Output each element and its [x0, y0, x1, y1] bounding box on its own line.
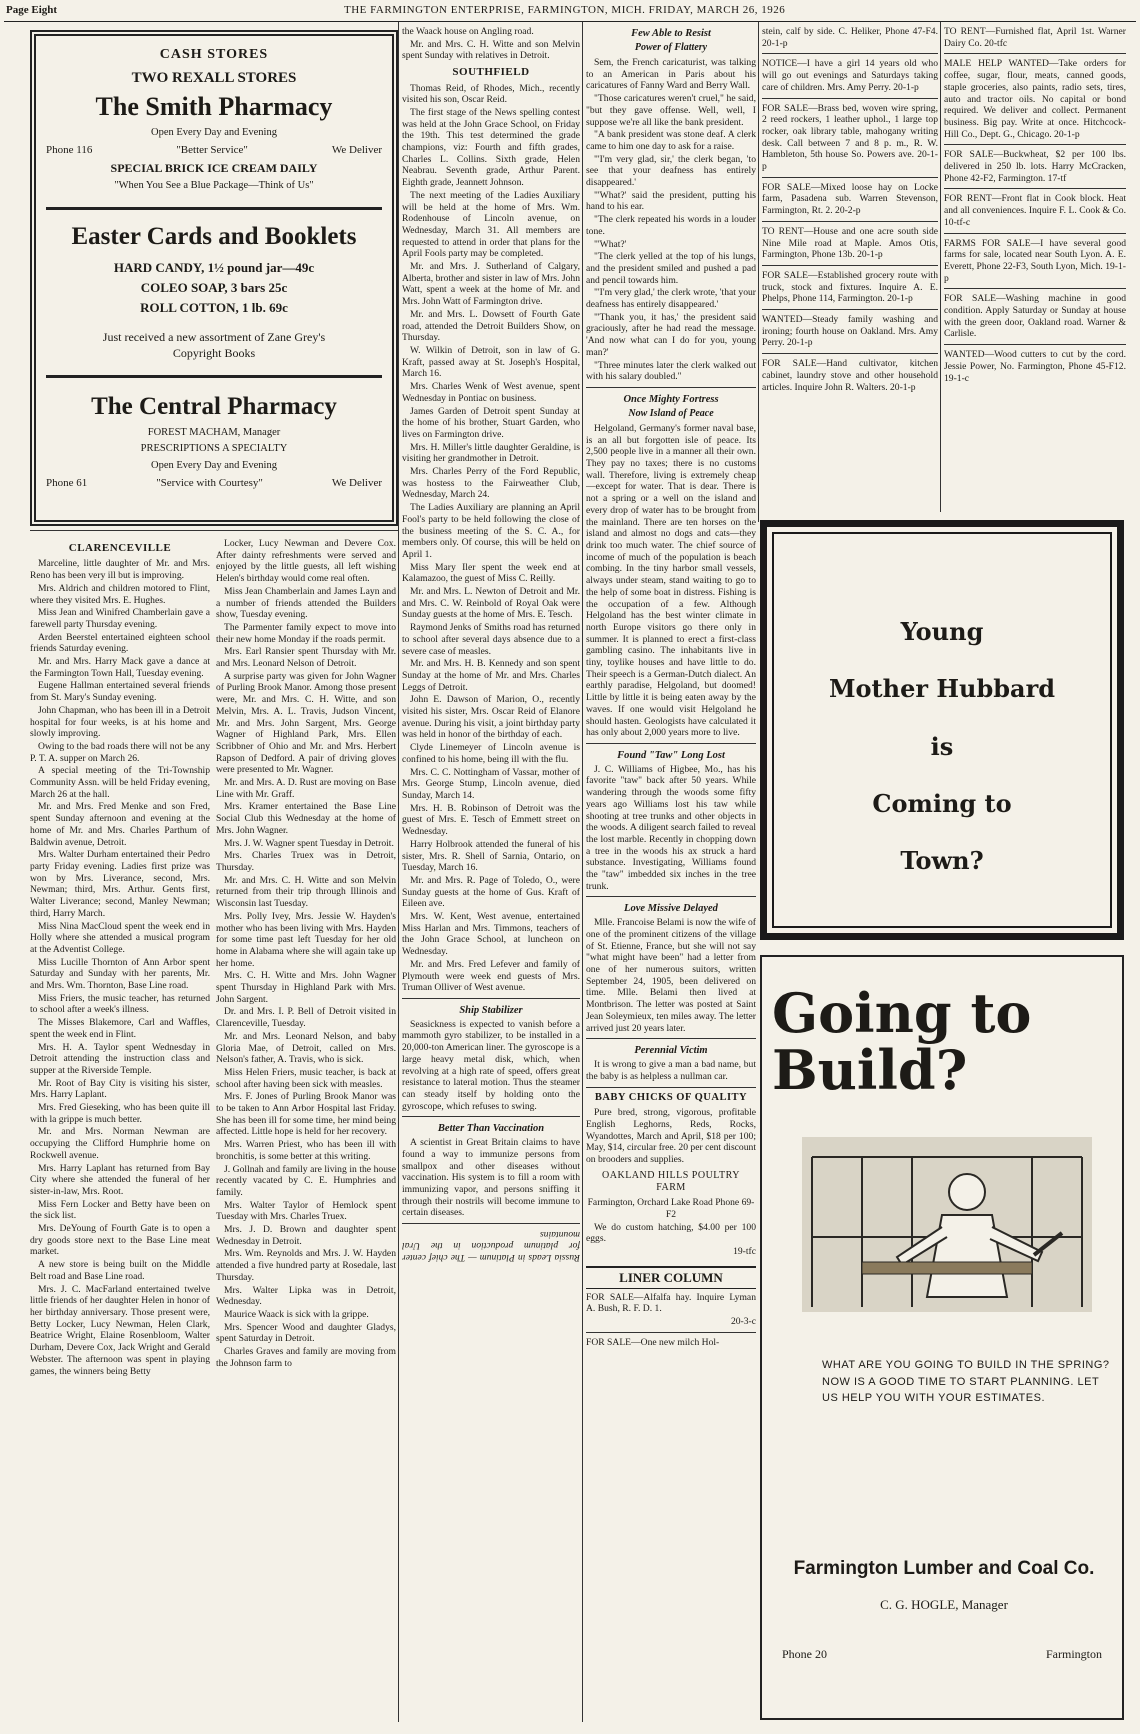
- news-item: FOR SALE—Brass bed, woven wire spring, 2 reed rockers, 1 leather uphol., 1 large top rocker, oak library table, mahogany writing desk. Call between 7 and 8 p. m., R. W. Hambleton, 5th house So. Powers ave. 20-1-p: [762, 102, 938, 173]
- rule: [762, 353, 938, 354]
- taw-heading: Found "Taw" Long Lost: [617, 749, 725, 761]
- rule: [586, 1087, 756, 1088]
- classifieds-column-2: [944, 26, 1126, 516]
- rule: [944, 233, 1126, 234]
- blue-package-slogan: "When You See a Blue Package—Think of Us": [114, 179, 314, 191]
- news-item: FOR RENT—Front flat in Cook block. Heat and all conveniences. Inquire F. L. Cook & Co. 10-tf-c: [944, 193, 1126, 228]
- milch-ad: FOR SALE—One new milch Hol-: [586, 1336, 720, 1348]
- news-item: Mr. and Mrs. R. Page of Toledo, O., were Sunday guests at the home of Gus. Kraft of Eileen ave.: [402, 874, 580, 910]
- rule: [944, 188, 1126, 189]
- news-item: "'Thank you, it has,' the president said graciously, after he had read the message. 'And now what can I do for you, young man?': [586, 311, 756, 358]
- poultry-address: Farmington, Orchard Lake Road Phone 69-F2: [587, 1197, 755, 1220]
- news-item: Miss Friers, the music teacher, has returned to school after a week's illness.: [30, 992, 210, 1016]
- page-number: Page Eight: [6, 4, 58, 16]
- news-item: Miss Mary Iler spent the week end at Kalamazoo, the guest of Miss C. Reilly.: [402, 561, 580, 585]
- news-item: Mrs. Spencer Wood and daughter Gladys, spent Saturday in Detroit.: [216, 1321, 396, 1345]
- news-item: A surprise party was given for John Wagner of Purling Brook Manor. Among those present were, Mr. and Mrs. C. H. Witte, and son Melvin, Mrs. A. L. Travis, Judson Vincent, Mr. and Mrs. John Sargent, Mrs. George Wagner of Highland Park, Mrs. Ellen Scribbner of Ohio and Mr. and Mrs. Herbert Rapson of Dedford. A pair of driving gloves were presented to Mr. Wagner.: [216, 670, 396, 776]
- fortress-subheading: Now Island of Peace: [628, 407, 714, 419]
- news-item: WANTED—Wood cutters to cut by the cord. Jessie Power, No. Farmington, Phone 45-F12. 19-1-c: [944, 349, 1126, 384]
- news-item: Miss Nina MacCloud spent the week end in Holly where she attended a musical program at the Adventist College.: [30, 920, 210, 955]
- news-item: Harry Holbrook attended the funeral of his sister, Mrs. R. Shell of Sarnia, Ontario, on Tuesday, March 16.: [402, 838, 580, 874]
- news-item: FOR SALE—Established grocery route with truck, stock and fixtures. Inquire A. E. Phelps, Phone 114, Farmington. 20-1-p: [762, 269, 938, 305]
- news-item: J. Gollnah and family are living in the house recently vacated by C. E. Humphries and family.: [216, 1163, 396, 1198]
- news-item: Mr. and Mrs. Harry Mack gave a dance at the Farmington Town Hall, Tuesday evening.: [30, 656, 210, 679]
- news-item: Arden Beerstel entertained eighteen school friends Saturday evening.: [30, 631, 210, 655]
- witte-item: Mr. and Mrs. C. H. Witte and son Melvin spent Sunday with relatives in Detroit.: [402, 38, 580, 62]
- perennial-heading: Perennial Victim: [634, 1045, 708, 1057]
- news-item: Mrs. Warren Priest, who has been ill with bronchitis, is some better at this writing.: [216, 1139, 396, 1162]
- ice-cream-special: SPECIAL BRICK ICE CREAM DAILY: [110, 161, 318, 176]
- build-line-1: Going to: [772, 981, 1032, 1045]
- mh-line-3: is: [930, 731, 954, 761]
- news-item: The Parmenter family expect to move into their new home Monday if the roads permit.: [216, 621, 396, 645]
- soap-price: COLEO SOAP, 3 bars 25c: [140, 280, 288, 296]
- rexall-stores: TWO REXALL STORES: [131, 70, 297, 87]
- news-item: Miss Helen Friers, music teacher, is back at school after having been sick with measles.: [216, 1066, 396, 1090]
- custom-hatching: We do custom hatching, $4.00 per 100 eggs.: [586, 1221, 756, 1245]
- news-item: WANTED—Steady family washing and ironing; fourth house on Oakland. Mrs. Amy Perry. 20-1-p: [762, 314, 938, 349]
- vaccination-story: A scientist in Great Britain claims to have found a way to immunize persons from smallpox and other diseases without vaccination. His system is to fill a room with immunizing vapor, and persons sniffing it through their nostrils will become immune to certain diseases.: [402, 1137, 580, 1219]
- news-item: Mrs. J. W. Wagner spent Tuesday in Detroit.: [224, 837, 394, 849]
- lumber-ad: [760, 955, 1124, 1720]
- news-item: Mrs. Kramer entertained the Base Line Social Club this Wednesday at the home of Mrs. John Wagner.: [216, 801, 396, 836]
- news-item: Mr. and Mrs. L. Dowsett of Fourth Gate road, attended the Detroit Builders Show, on Thursday.: [402, 308, 580, 344]
- news-item: "'What?' said the president, putting his hand to his ear.: [586, 189, 756, 213]
- copyright-books: Copyright Books: [172, 346, 256, 361]
- rule: [944, 53, 1126, 54]
- candy-price: HARD CANDY, 1½ pound jar—49c: [113, 260, 315, 276]
- smith-deliver: We Deliver: [331, 143, 382, 156]
- rule: [944, 288, 1126, 289]
- news-item: NOTICE—I have a girl 14 years old who will go out evenings and Saturdays taking care of children. Mrs. Amy Perry. 20-1-p: [762, 58, 938, 93]
- smith-hours: Open Every Day and Evening: [151, 127, 277, 139]
- news-item: Mrs. Polly Ivey, Mrs. Jessie W. Hayden's mother who has been living with Mrs. Hayden for some time past left Tuesday for her old home in Alabama where she will again take up her home.: [216, 910, 396, 969]
- news-item: Mrs. H. A. Taylor spent Wednesday in Detroit attending the instruction class and supper at the Riverside Temple.: [30, 1041, 210, 1076]
- perennial-story: It is wrong to give a man a bad name, but the baby is as helpless a nullman car.: [586, 1059, 756, 1082]
- news-item: Mrs. Fred Gieseking, who has been quite ill with la grippe is much better.: [30, 1102, 210, 1125]
- lumber-manager: C. G. HOGLE, Manager: [880, 1597, 1008, 1612]
- news-item: Mr. and Mrs. J. Sutherland of Calgary, Alberta, brother and sister in law of Mrs. John Watt, spent a week at the home of Mr. and Mrs. John Watt of Farmington drive.: [402, 261, 580, 308]
- love-heading: Love Missive Delayed: [624, 903, 718, 915]
- news-item: Mr. and Mrs. A. D. Rust are moving on Base Line with Mr. Graff.: [216, 777, 396, 800]
- news-item: A special meeting of the Tri-Township Community Assn. will be held Friday evening, March 26 at the hall.: [30, 765, 210, 800]
- zane-grey-note: Just received a new assortment of Zane Grey's: [102, 329, 326, 344]
- central-courtesy: "Service with Courtesy": [156, 476, 263, 489]
- lumber-phone: Phone 20: [782, 1647, 827, 1661]
- central-manager: FOREST MACHAM, Manager: [147, 426, 281, 438]
- news-item: John E. Dawson of Marion, O., recently visited his sister, Mrs. Oscar Reid of Elanore avenue. During his visit, a joint birthday party was held in honor of the birthday of each.: [402, 694, 580, 741]
- rule: [762, 98, 938, 99]
- clarenceville-heading: CLARENCEVILLE: [68, 542, 172, 554]
- rule: [586, 1332, 756, 1333]
- news-item: Mrs. W. Kent, West avenue, entertained Miss Harlan and Mrs. Timmons, teachers of the John Grace School, at luncheon on Wednesday.: [402, 911, 580, 958]
- rule: [762, 221, 938, 222]
- classifieds-list-1: [762, 26, 938, 393]
- news-item: Mr. and Mrs. Fred Menke and son Fred, spent Sunday afternoon and evening at the home of Mr. and Mrs. Charles Parthum of Baldwin avenue, Detroit.: [30, 801, 210, 848]
- column-divider: [758, 22, 759, 522]
- vaccination-heading: Better Than Vaccination: [437, 1123, 545, 1135]
- flattery-story: [586, 57, 756, 383]
- mh-line-4: Coming to: [872, 788, 1012, 818]
- liner-column-heading: LINER COLUMN: [586, 1266, 756, 1289]
- news-item: A new store is being built on the Middle Belt road and Base Line road.: [30, 1259, 210, 1282]
- news-item: Mrs. Wm. Reynolds and Mrs. J. W. Hayden attended a five hundred party at Rosedale, last Thursday.: [216, 1248, 396, 1283]
- flattery-heading: Few Able to Resist: [631, 28, 711, 39]
- news-item: W. Wilkin of Detroit, son in law of G. Kraft, passed away at St. Joseph's Hospital, March 16.: [402, 344, 580, 380]
- news-item: Mr. and Mrs. C. H. Witte and son Melvin returned from their trip through Illinois and Wisconsin last Tuesday.: [216, 874, 396, 910]
- news-item: Mrs. Charles Perry of the Ford Republic, was hostess to the Fairweather Club, Wednesday, March 24.: [402, 466, 580, 501]
- waack-continuation: the Waack house on Angling road.: [402, 26, 534, 37]
- news-item: Mrs. Charles Truex was in Detroit, Thursday.: [216, 850, 396, 873]
- rule: [586, 387, 756, 388]
- news-item: Owing to the bad roads there will not be any P. T. A. supper on March 26.: [30, 740, 210, 764]
- fortress-heading: Once Mighty Fortress: [623, 393, 719, 405]
- rule: [402, 1223, 580, 1224]
- news-item: Mrs. H. Miller's little daughter Geraldine, is visiting her grandmother in Detroit.: [402, 441, 580, 465]
- news-item: The first stage of the News spelling contest was held at the John Grace School, on Friday the 19th. This test determined the grade champions, viz: Fourth and fifth grades, Charles L. Collins. Sixth grade, Helen Neabrau. Seventh grade, Arthur Parent. Eighth grade, Jeannett Johnson.: [402, 106, 580, 189]
- news-item: Thomas Reid, of Rhodes, Mich., recently visited his son, Oscar Reid.: [402, 82, 580, 106]
- news-item: Mrs. Walter Durham entertained their Pedro party Friday evening. Ladies first prize was won by Mrs. Liverance, second, Mrs. Newman; third, Mrs. Arthur. Gents first, Walter Liverance; second, Manley Newman; third, Harry March.: [30, 849, 210, 919]
- central-deliver: We Deliver: [331, 476, 382, 489]
- news-item: FARMS FOR SALE—I have several good farms for sale, located near South Lyon. A. E. Everett, Phone 22-F3, South Lyon, Mich. 19-1-p: [944, 237, 1126, 284]
- hatching-code: 19-tfc: [733, 1246, 756, 1257]
- carpenter-illustration: [802, 1137, 1092, 1312]
- central-hours: Open Every Day and Evening: [151, 460, 277, 472]
- news-item: "'I'm very glad, sir,' the clerk began, 'to see that your deafness has entirely disappeared.': [586, 153, 756, 189]
- poultry-farm: OAKLAND HILLS POULTRY FARM: [602, 1169, 740, 1193]
- news-item: Mrs. Charles Wenk of West avenue, spent Wednesday in Pontiac on business.: [402, 381, 580, 404]
- cotton-price: ROLL COTTON, 1 lb. 69c: [140, 299, 288, 315]
- news-item: stein, calf by side. C. Heliker, Phone 47-F4. 20-1-p: [762, 26, 938, 49]
- news-item: Mrs. Aldrich and children motored to Flint, where they visited Mrs. E. Hughes.: [30, 582, 210, 606]
- news-item: "Three minutes later the clerk walked out with his salary doubled.": [586, 359, 756, 383]
- chicks-heading: BABY CHICKS OF QUALITY: [594, 1091, 748, 1103]
- column-divider: [582, 22, 583, 1722]
- mh-line-5: Town?: [900, 846, 984, 876]
- news-item: "The clerk repeated his words in a louder tone.: [586, 214, 756, 237]
- mother-hubbard-ad: [760, 520, 1124, 940]
- clarenceville-column-2: [216, 538, 396, 1718]
- classifieds-list-2: [944, 26, 1126, 384]
- central-phone: Phone 61: [46, 476, 88, 489]
- ship-heading: Ship Stabilizer: [459, 1004, 523, 1016]
- news-item: Clyde Linemeyer of Lincoln avenue is confined to his home, being ill with the flu.: [402, 742, 580, 765]
- rule: [586, 896, 756, 897]
- news-item: Raymond Jenks of Smiths road has returned to school after several days absence due to a severe case of measles.: [402, 622, 580, 657]
- rule: [762, 177, 938, 178]
- love-story: Mlle. Francoise Belami is now the wife of one of the prominent citizens of the village of St. Etienne, France, but she will not say "what might have been" had a letter from one of her numerous suitors, written September 24, 1905, been delivered on time. Mlle. Belami then lived at Montbrison. The letter was posted at Saint Jean Soleymieux, ten miles away. The letter arrived just 20 years later.: [586, 917, 756, 1034]
- news-item: Mr. and Mrs. Fred Lefever and family of Plymouth were week end guests of Mrs. Truman Olliver of West avenue.: [402, 958, 580, 994]
- news-item: Mrs. H. B. Robinson of Detroit was the guest of Mrs. E. Tesch of Emmett street on Wednesday.: [402, 802, 580, 838]
- news-item: Eugene Hallman entertained several friends from St. Mary's Sunday evening.: [30, 680, 210, 704]
- chicks-body: Pure bred, strong, vigorous, profitable English Leghorns, Reds, Rocks, Wyandottes, March and April, $18 per 100; May, $14, circular free. 20 per cent discount on brooders and supplies.: [586, 1107, 756, 1166]
- news-item: Mrs. Earl Ransier spent Thursday with Mr. and Mrs. Leonard Nelson of Detroit.: [216, 646, 396, 670]
- news-item: Mrs. J. D. Brown and daughter spent Wednesday in Detroit.: [216, 1224, 396, 1247]
- news-item: The Ladies Auxiliary are planning an April Fool's party to be held following the close of the business meeting of the S. C. A., for members only. Of course, this will be held on April 1.: [402, 502, 580, 560]
- central-pharmacy: The Central Pharmacy: [46, 375, 382, 423]
- rule: [402, 998, 580, 999]
- news-item: TO RENT—House and one acre south side Nine Mile road at Maple. Amos Otis, Farmington, Phone 13b. 20-1-p: [762, 225, 938, 261]
- build-line-2: Build?: [772, 1037, 968, 1102]
- rule: [586, 743, 756, 744]
- news-item: Dr. and Mrs. I. P. Bell of Detroit visited in Clarenceville, Tuesday.: [216, 1006, 396, 1030]
- news-item: "Those caricatures weren't cruel," he said, "but they gave offense. Well, well, I suppose we're all like the bank president.: [586, 93, 756, 128]
- smith-pharmacy: The Smith Pharmacy: [95, 92, 333, 122]
- news-item: Charles Graves and family are moving from the Johnson farm to: [216, 1346, 396, 1369]
- mh-line-1: Young: [900, 617, 984, 646]
- newspaper-dateline: THE FARMINGTON ENTERPRISE, FARMINGTON, MICH. FRIDAY, MARCH 26, 1926: [344, 4, 786, 16]
- news-item: FOR SALE—Mixed loose hay on Locke farm, Pasadena sub. Warren Stevenson, Farmington, Rt. 2. 20-2-p: [762, 181, 938, 217]
- alfalfa-ad: FOR SALE—Alfalfa hay. Inquire Lyman A. Bush, R. F. D. 1.: [586, 1291, 756, 1315]
- column-divider: [940, 22, 941, 512]
- prescriptions: PRESCRIPTIONS A SPECIALTY: [140, 443, 288, 455]
- news-item: FOR SALE—Washing machine in good condition. Apply Saturday or Sunday at house with the green door, Oakland road. Warner & Carlisle.: [944, 293, 1126, 340]
- fortress-story: Helgoland, Germany's former naval base, is an all but forgotten isle of peace. Its 2,500 people live in a manner all their own. They pay no taxes; there is no customs wall. Therefore, living is extremely cheap—except for water. That is dear. There is not a spring or a well on the island and every drop of water has to be brought from the mainland. There are ten horses on the island and almost no dogs and cats—they drink too much water. The chief source of income of much of the population is beach combing. In the tiny harbor small vessels, always under steam, stand waiting to go to the help of some boat in distress. Fishing is the occupation of a few. Although Helgoland has the best winter climate in north Europe visitors go there only in summer. It is planned to erect a first-class gambling casino. The inhabitants live in tiny, toylike houses and have little to do. Their speech is a German-Dutch dialect. An earthly paradise, Helgoland, but doomed! Little by little it is being eaten away by the waves. If one would visit Helgoland he should hasten. Geologists have calculated it has only about 2,000 years more to live.: [586, 422, 756, 739]
- southfield-items: [402, 83, 580, 994]
- features-column: [586, 26, 756, 1720]
- build-body: WHAT ARE YOU GOING TO BUILD IN THE SPRING? NOW IS A GOOD TIME TO START PLANNING. LET US HELP YOU WITH YOUR ESTIMATES.: [822, 1359, 1110, 1404]
- clarenceville-col2-items: [216, 538, 396, 1370]
- news-item: MALE HELP WANTED—Take orders for coffee, sugar, flour, meats, canned goods, staple groceries, also paints, radio sets, tires, auto and tractor oils. No capital or bond required. We deliver and collect. Permanent business. Big pay. Write at once. Hitchcock-Hill Co., Dept. G., Chicago. 20-1-p: [944, 58, 1126, 140]
- news-item: Miss Jean and Winifred Chamberlain gave a farewell party Thursday evening.: [30, 607, 210, 630]
- pharmacy-ad: [30, 30, 398, 526]
- clarenceville-col1-items: [30, 558, 210, 1377]
- lumber-company: Farmington Lumber and Coal Co.: [793, 1558, 1095, 1579]
- news-item: "A bank president was stone deaf. A clerk came to him one day to ask for a raise.: [586, 129, 756, 152]
- news-item: Mr. Root of Bay City is visiting his sister, Mrs. Harry Laplant.: [30, 1077, 210, 1101]
- platinum-upside-down: Russia Leads in Platinum — The chief center for platinum production in the Ural mountains: [402, 1228, 580, 1264]
- smith-phone: Phone 116: [46, 143, 93, 156]
- news-item: John Chapman, who has been ill in a Detroit hospital for four weeks, is at his home and slowly improving.: [30, 704, 210, 740]
- news-item: Mrs. Walter Lipka was in Detroit, Wednesday.: [216, 1284, 396, 1308]
- rule: [762, 53, 938, 54]
- smith-service: "Better Service": [176, 143, 248, 156]
- mh-line-2: Mother Hubbard: [828, 674, 1056, 704]
- rule: [762, 309, 938, 310]
- news-item: The Misses Blakemore, Carl and Waffles, spent the week end in Flint.: [30, 1017, 210, 1040]
- rule: [944, 144, 1126, 145]
- news-item: Mrs. Harry Laplant has returned from Bay City where she attended the funeral of her sister-in-law, Mrs. Root.: [30, 1162, 210, 1197]
- news-item: Mrs. C. C. Nottingham of Vassar, mother of Mrs. George Stump, Lincoln avenue, died Sunday, March 14.: [402, 766, 580, 801]
- news-item: Miss Lucille Thornton of Ann Arbor spent Saturday and Sunday with her parents, Mr. and Mrs. Wm. Thornton, Base Line road.: [30, 956, 210, 992]
- clarenceville-column-1: [30, 538, 210, 1718]
- news-item: "'What?': [594, 238, 627, 250]
- alfalfa-code: 20-3-c: [730, 1315, 756, 1327]
- masthead: [4, 0, 1136, 22]
- taw-story: J. C. Williams of Higbee, Mo., has his favorite "taw" back after 50 years. While wandering through the woods some fifty years ago Williams lost his taw while shooting at tree trunks and other objects in the woods. A diligent search failed to reveal the lost marble. Recently in chopping down a tree in the woods his ax struck a hard substance. Investigating, Williams found the "taw" imbedded six inches in the tree trunk.: [586, 763, 756, 892]
- southfield-column: [402, 26, 580, 1720]
- rule: [402, 1116, 580, 1117]
- column-divider: [398, 22, 399, 1722]
- news-item: James Garden of Detroit spent Sunday at the home of his brother, Stuart Garden, who lives on Farmington drive.: [402, 405, 580, 440]
- news-item: Mr. and Mrs. Leonard Nelson, and baby Gloria Mae, of Detroit, called on Mrs. Nelson's father, A. Travis, who is sick.: [216, 1030, 396, 1066]
- southfield-heading: SOUTHFIELD: [452, 66, 530, 79]
- news-item: Mrs. F. Jones of Purling Brook Manor was to be taken to Ann Arbor Hospital last Friday. She has been ill for some time, her mind being affected. Little hope is held for her recovery.: [216, 1091, 396, 1138]
- section-rule: [30, 530, 398, 531]
- news-item: Sem, the French caricaturist, was talking to an American in Paris about his caricatures of Fanny Ward and Berry Wall.: [586, 56, 756, 92]
- news-item: Mrs. DeYoung of Fourth Gate is to open a dry goods store next to the Base Line meat market.: [30, 1223, 210, 1258]
- news-item: TO RENT—Furnished flat, April 1st. Warner Dairy Co. 20-tfc: [944, 26, 1126, 49]
- easter-cards: Easter Cards and Booklets: [46, 207, 382, 253]
- news-item: FOR SALE—Buckwheat, $2 per 100 lbs. delivered in 250 lb. lots. Harry McCracken, Phone 42-F2, Farmington. 17-tf: [944, 149, 1126, 184]
- rule: [762, 265, 938, 266]
- news-item: Marceline, little daughter of Mr. and Mrs. Reno has been very ill but is improving.: [30, 558, 210, 582]
- news-item: Miss Fern Locker and Betty have been on the sick list.: [30, 1198, 210, 1222]
- ship-story: Seasickness is expected to vanish before a mammoth gyro stabilizer, to be installed in a 20,000-ton American liner. The gyroscope is a large heavy metal disk, which, when revolving at a high rate of speed, offers great resistance to lateral motion. Thus the steamer can steady itself by holding onto the gyroscope, which refuses to swing.: [402, 1018, 580, 1112]
- news-item: "The clerk yelled at the top of his lungs, and the president smiled and pushed a pad and pencil towards him.: [586, 251, 756, 286]
- cash-stores: CASH STORES: [159, 47, 269, 62]
- news-item: Mrs. Walter Taylor of Hemlock spent Tuesday with Mrs. Charles Truex.: [216, 1199, 396, 1223]
- news-item: Mr. and Mrs. Norman Newman are occupying the Clifford Humphrie home on Rockwell avenue.: [30, 1126, 210, 1161]
- flattery-subheading: Power of Flattery: [634, 41, 708, 53]
- news-item: Maurice Waack is sick with la grippe.: [224, 1309, 369, 1320]
- news-item: Mrs. C. H. Witte and Mrs. John Wagner spent Thursday in Highland Park with Mrs. John Sargent.: [216, 970, 396, 1005]
- news-item: Mr. and Mrs. H. B. Kennedy and son spent Sunday at the home of Mr. and Mrs. Charles Leggs of Detroit.: [402, 658, 580, 693]
- news-item: Mr. and Mrs. L. Newton of Detroit and Mr. and Mrs. C. W. Reinbold of Royal Oak were Sunday guests at the home of Mrs. E. Tesch.: [402, 586, 580, 621]
- news-item: Mrs. J. C. MacFarland entertained twelve little friends of her daughter Helen in honor of her birthday anniversary. Those present were, Betty Locker, Lucy Newman, Helen Clark, Beatrice Wright, Elaine Rosenbloom, Walter Durham, Devere Cox, Jack Wright and Gerald Webster. The afternoon was spent in playing games, the winners being Betty: [30, 1283, 210, 1377]
- news-item: "'I'm very glad,' the clerk wrote, 'that your deafness has entirely disappeared.': [586, 287, 756, 311]
- rule: [586, 1038, 756, 1039]
- news-item: Miss Jean Chamberlain and James Layn and a number of friends attended the Builders show, Tuesday evening.: [216, 585, 396, 621]
- lumber-town: Farmington: [1046, 1647, 1102, 1661]
- classifieds-column-1: [762, 26, 938, 516]
- rule: [944, 344, 1126, 345]
- build-headline: [772, 981, 1032, 1102]
- news-item: Locker, Lucy Newman and Devere Cox. After dainty refreshments were served and enjoyed by the little guests, all left wishing Helen's birthday would come real often.: [216, 538, 396, 585]
- news-item: FOR SALE—Hand cultivator, kitchen cabinet, laundry stove and other household articles. Inquire John R. Walters. 20-1-p: [762, 358, 938, 393]
- news-item: The next meeting of the Ladies Auxiliary will be held at the home of Mrs. Wm. Rodenhouse of Lincoln avenue, on Wednesday, March 31. All members are requested to attend in order that plans for the April Fools party may be completed.: [402, 189, 580, 260]
